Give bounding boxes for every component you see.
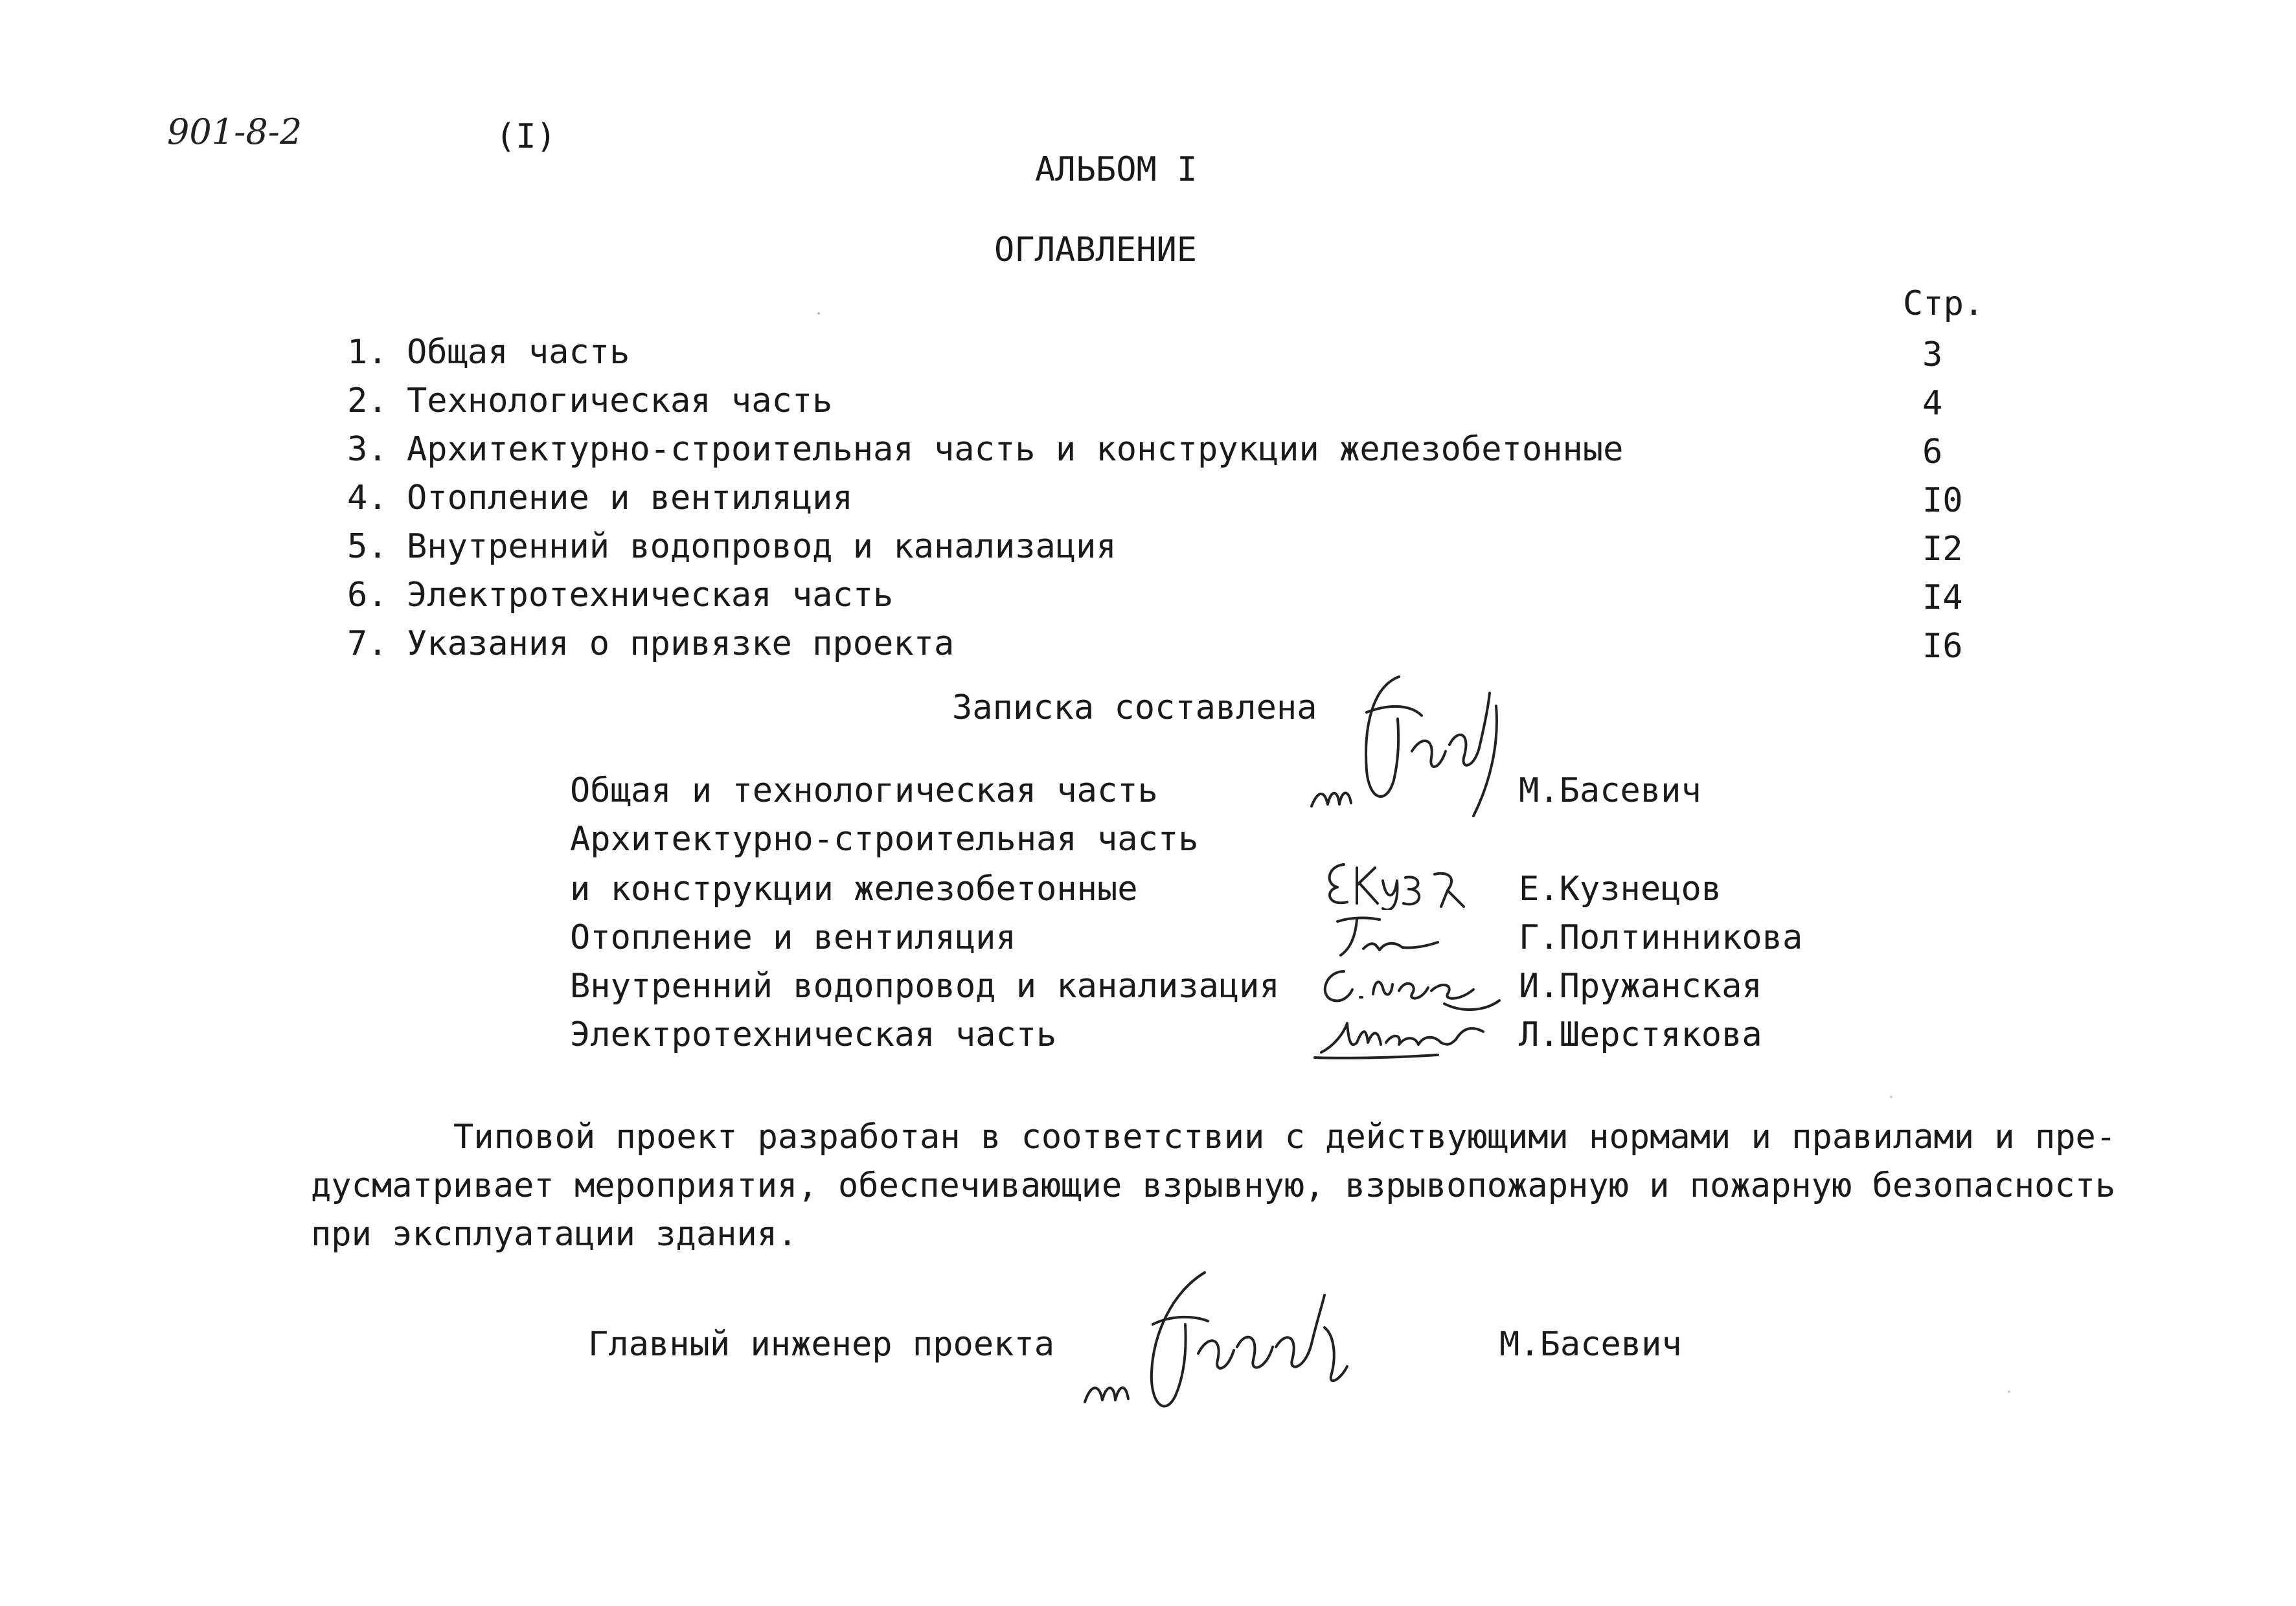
toc-item [347, 576, 894, 615]
signature-sherstyakova [1308, 1007, 1496, 1065]
authors-heading: Записка составлена [952, 688, 1317, 727]
toc-item-page: I6 [1922, 627, 1963, 666]
author-section: Отопление и вентиляция [570, 918, 1016, 957]
toc-item [347, 624, 955, 663]
album-title: АЛЬБОМ I [1035, 150, 1198, 189]
toc-item-page: I0 [1922, 481, 1963, 520]
chief-engineer-name: М.Басевич [1499, 1325, 1682, 1364]
part-mark: (I) [495, 117, 556, 156]
toc-item [347, 527, 1117, 566]
toc-item-number: 6. [347, 576, 388, 615]
toc-item-page: 4 [1922, 384, 1943, 423]
chief-engineer-role: Главный инженер проекта [588, 1325, 1055, 1364]
toc-item [347, 333, 630, 372]
toc-item [347, 430, 1624, 469]
toc-item-title: Общая часть [407, 333, 630, 372]
toc-item [347, 381, 833, 420]
toc-item-title: Электротехническая часть [407, 576, 894, 615]
author-section: Внутренний водопровод и канализация [570, 967, 1280, 1006]
author-section: Архитектурно-строительная часть [570, 820, 1199, 859]
toc-item-number: 1. [347, 333, 388, 372]
toc-item-number: 2. [347, 381, 388, 420]
scan-speck [1890, 1096, 1892, 1098]
document-code: 901-8-2 [167, 111, 302, 152]
toc-item-title: Технологическая часть [407, 381, 833, 420]
contents-title: ОГЛАВЛЕНИЕ [994, 231, 1198, 269]
signature-poltinnikova [1324, 910, 1441, 962]
author-name: М.Басевич [1519, 771, 1701, 810]
author-section: Электротехническая часть [570, 1015, 1057, 1054]
toc-item-title: Указания о привязке проекта [407, 624, 955, 663]
toc-item-page: I4 [1922, 578, 1963, 617]
author-section: и конструкции железобетонные [570, 870, 1138, 909]
toc-item-page: I2 [1922, 530, 1963, 569]
toc-item-title: Внутренний водопровод и канализация [407, 527, 1117, 566]
toc-item-number: 4. [347, 479, 388, 517]
page-column-label: Стр. [1903, 284, 1984, 323]
scan-speck [2008, 1390, 2010, 1393]
toc-item-page: 3 [1922, 335, 1943, 374]
statement-line-2: дусматривает мероприятия, обеспечивающие взрывную, взрывопожарную и пожарную безопасность [311, 1166, 2116, 1205]
toc-item-number: 5. [347, 527, 388, 566]
author-name: Е.Кузнецов [1519, 870, 1722, 909]
scan-speck [817, 312, 820, 315]
author-section: Общая и технологическая часть [570, 771, 1158, 810]
toc-item-title: Архитектурно-строительная часть и конструкции железобетонные [407, 430, 1624, 469]
toc-item [347, 481, 853, 515]
signature-kuznetsov [1318, 852, 1473, 910]
toc-item-page: 6 [1922, 433, 1943, 471]
statement-line-1: Типовой проект разработан в соответствии с действующими нормами и правилами и пре- [453, 1118, 2117, 1157]
signature-chief-engineer [1075, 1263, 1367, 1431]
author-name: Г.Полтинникова [1519, 918, 1803, 957]
toc-item-title: Отопление и вентиляция [407, 479, 853, 517]
signature-basevich-1 [1302, 667, 1516, 829]
author-name: Л.Шерстякова [1519, 1015, 1762, 1054]
toc-item-number: 7. [347, 624, 388, 663]
toc-item-number: 3. [347, 430, 388, 469]
statement-line-3: при эксплуатации здания. [311, 1215, 798, 1254]
author-name: И.Пружанская [1519, 967, 1762, 1006]
